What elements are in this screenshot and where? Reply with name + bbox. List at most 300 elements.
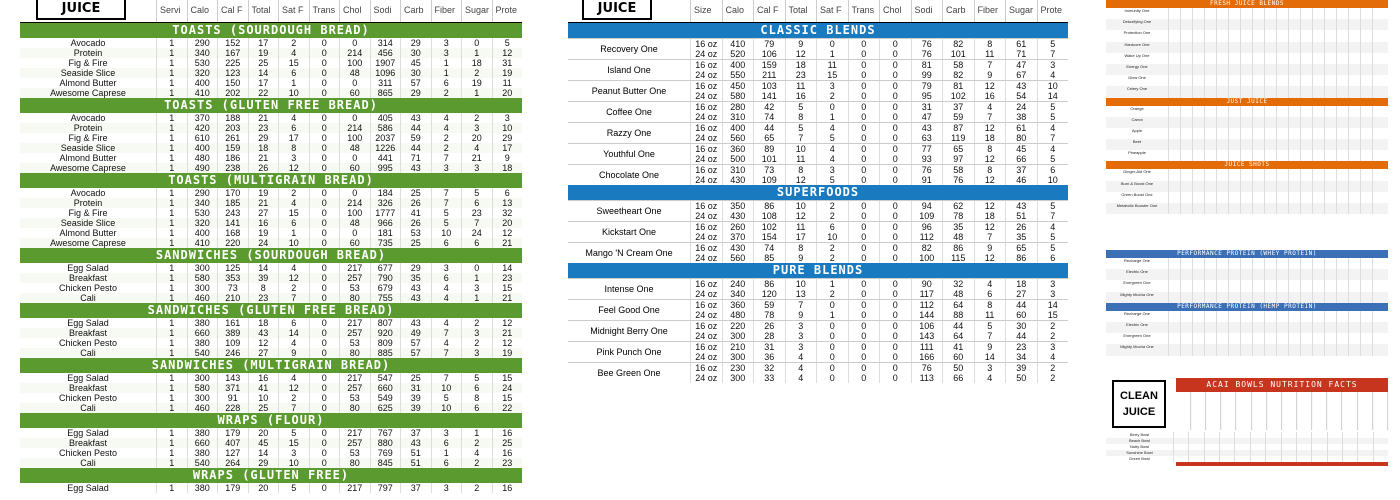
table-row	[690, 253, 1068, 263]
cell-line	[1240, 92, 1252, 98]
cell: 8	[974, 300, 1006, 310]
drink-group	[568, 164, 1068, 185]
item-name: Green Bowl	[1129, 456, 1150, 461]
cell: 11	[785, 81, 817, 91]
item-name: Mighty Mocha One	[1120, 344, 1154, 350]
cell: 67	[1005, 70, 1037, 80]
cell: 5	[1037, 112, 1069, 122]
cell: 1	[156, 328, 187, 338]
cell: 7	[278, 293, 309, 303]
cell: 16 oz	[690, 60, 722, 70]
cell: 120	[753, 289, 785, 299]
item-name: Breakfast	[68, 438, 108, 448]
item-name: Egg Salad	[67, 263, 109, 273]
item-name: Fig & Fire	[68, 58, 108, 68]
cell-line	[1324, 209, 1336, 215]
cell: 1	[156, 88, 187, 98]
cell: 24 oz	[690, 232, 722, 242]
cell: 3	[431, 483, 462, 493]
drink-group	[568, 38, 1068, 59]
cell: 4	[461, 448, 492, 458]
cell: 460	[187, 293, 218, 303]
cell: 3	[461, 348, 492, 358]
cell-line	[1348, 297, 1360, 303]
cell: 0	[848, 243, 880, 253]
cell: 1	[431, 448, 462, 458]
column-header: Carb	[942, 0, 974, 22]
cell: 74	[753, 243, 785, 253]
cell: 6	[431, 458, 462, 468]
drink-rows	[690, 102, 1068, 122]
cell: 0	[848, 49, 880, 59]
cell: 530	[187, 208, 218, 218]
cell: 16	[492, 448, 523, 458]
cell: 0	[339, 38, 370, 48]
table-row	[20, 48, 522, 58]
column-header-line	[1312, 392, 1327, 430]
drink-rows	[690, 300, 1068, 320]
cell: 13	[492, 198, 523, 208]
cell: 3	[785, 321, 817, 331]
cell: 4	[816, 154, 848, 164]
cell: 0	[848, 331, 880, 341]
cell: 16 oz	[690, 39, 722, 49]
item-name: Avocado	[70, 38, 106, 48]
cell: 5	[1037, 243, 1069, 253]
cell: 0	[816, 321, 848, 331]
cell: 16	[492, 428, 523, 438]
cell: 410	[722, 39, 754, 49]
cell: 0	[816, 373, 848, 383]
cell: 3	[461, 283, 492, 293]
cell: 310	[722, 165, 754, 175]
cell: 45	[1005, 144, 1037, 154]
cell: 9	[785, 39, 817, 49]
cell: 23	[492, 458, 523, 468]
cell: 5	[1037, 201, 1069, 211]
cell: 80	[1005, 133, 1037, 143]
cell: 1	[156, 48, 187, 58]
cell: 547	[370, 373, 401, 383]
cell: 159	[217, 143, 248, 153]
cell: 5	[816, 133, 848, 143]
cell: 12	[785, 211, 817, 221]
cell: 580	[722, 91, 754, 101]
cell: 16 oz	[690, 81, 722, 91]
cell: 90	[911, 279, 943, 289]
cell: 43	[400, 163, 431, 173]
drink-group	[568, 122, 1068, 143]
cell: 1	[431, 68, 462, 78]
cell: 60	[339, 88, 370, 98]
cell: 214	[339, 123, 370, 133]
cell: 53	[400, 228, 431, 238]
cell: 10	[431, 383, 462, 393]
table-row	[690, 289, 1068, 299]
cell: 0	[339, 153, 370, 163]
cell: 167	[217, 48, 248, 58]
item-name: Wake Up One	[1124, 52, 1150, 58]
cell: 76	[911, 165, 943, 175]
cell: 60	[942, 352, 974, 362]
cell: 24	[492, 383, 523, 393]
drink-name: Peanut Butter One	[591, 86, 667, 96]
cell: 12	[785, 175, 817, 185]
cell: 340	[187, 198, 218, 208]
cell: 23	[461, 208, 492, 218]
cell: 8	[248, 283, 279, 293]
cell-line	[1204, 350, 1216, 356]
cell: 6	[461, 383, 492, 393]
cell: 202	[217, 88, 248, 98]
drink-name: Razzy One	[606, 128, 652, 138]
cell-line	[1372, 297, 1384, 303]
cell: 1	[156, 38, 187, 48]
cell: 3	[431, 38, 462, 48]
cell: 47	[911, 112, 943, 122]
cell: 214	[339, 198, 370, 208]
cell: 0	[309, 143, 340, 153]
cell-line	[1276, 92, 1288, 98]
drink-rows	[690, 279, 1068, 299]
cell-line	[1348, 209, 1360, 215]
cell: 0	[816, 300, 848, 310]
logo-line-2: JUICE	[1122, 406, 1156, 418]
column-header-line	[1252, 392, 1267, 430]
table-row	[690, 144, 1068, 154]
cell: 311	[370, 78, 401, 88]
cell: 4	[1037, 144, 1069, 154]
cell: 580	[187, 383, 218, 393]
table-row	[690, 165, 1068, 175]
cell: 1	[156, 218, 187, 228]
cell: 4	[278, 373, 309, 383]
cell-line	[1240, 350, 1252, 356]
cell: 16 oz	[690, 300, 722, 310]
cell: 24	[1005, 102, 1037, 112]
cell: 18	[974, 211, 1006, 221]
cell: 76	[911, 39, 943, 49]
cell: 257	[339, 383, 370, 393]
cell: 15	[1037, 310, 1069, 320]
cell: 44	[1005, 300, 1037, 310]
cell: 1	[156, 348, 187, 358]
cell: 82	[942, 70, 974, 80]
table-row	[20, 263, 522, 273]
cell: 34	[1005, 352, 1037, 362]
cell: 0	[309, 483, 340, 493]
table-row	[1106, 350, 1388, 356]
cell: 31	[492, 58, 523, 68]
item-name: Evergreen One	[1123, 280, 1151, 286]
table-row	[690, 70, 1068, 80]
cell: 4	[974, 102, 1006, 112]
cell: 32	[753, 363, 785, 373]
section-title: TOASTS (GLUTEN FREE BREAD)	[20, 98, 522, 113]
cell: 51	[400, 448, 431, 458]
cell: 290	[187, 38, 218, 48]
cell: 9	[278, 348, 309, 358]
cell: 16	[785, 91, 817, 101]
cell: 24 oz	[690, 331, 722, 341]
cell: 19	[248, 188, 279, 198]
cell-line	[1360, 350, 1372, 356]
column-header-line	[1237, 392, 1252, 430]
cell: 20	[248, 428, 279, 438]
cell: 3	[785, 342, 817, 352]
cell: 0	[848, 81, 880, 91]
cell: 586	[370, 123, 401, 133]
cell: 26	[400, 198, 431, 208]
cell: 12	[974, 253, 1006, 263]
cell: 41	[400, 208, 431, 218]
cell: 80	[339, 403, 370, 413]
cell: 18	[492, 163, 523, 173]
cell: 0	[848, 300, 880, 310]
cell: 4	[431, 113, 462, 123]
cell: 300	[187, 263, 218, 273]
cell: 43	[400, 113, 431, 123]
cell: 185	[217, 198, 248, 208]
cell: 43	[400, 293, 431, 303]
cell: 1	[431, 58, 462, 68]
cell: 410	[187, 238, 218, 248]
cell: 24 oz	[690, 352, 722, 362]
cell: 0	[309, 458, 340, 468]
cell: 79	[911, 81, 943, 91]
cell: 0	[309, 88, 340, 98]
cell: 21	[492, 293, 523, 303]
cell: 60	[339, 238, 370, 248]
cell: 2	[816, 253, 848, 263]
cell: 48	[942, 232, 974, 242]
cell-line	[1180, 350, 1192, 356]
section-title: JUST JUICE	[1106, 98, 1388, 106]
cell: 20	[248, 483, 279, 493]
cell: 0	[879, 232, 911, 242]
cell: 9	[785, 310, 817, 320]
cell: 0	[879, 165, 911, 175]
cell: 103	[753, 81, 785, 91]
cell: 9	[974, 70, 1006, 80]
cell: 1	[816, 49, 848, 59]
cell: 0	[309, 328, 340, 338]
drink-group	[568, 278, 1068, 299]
cell: 8	[974, 39, 1006, 49]
table-row	[20, 328, 522, 338]
cell: 5	[1037, 102, 1069, 112]
cell: 350	[722, 201, 754, 211]
item-name: Almond Butter	[59, 153, 117, 163]
drink-name: Midnight Berry One	[590, 326, 668, 336]
cell: 6	[461, 238, 492, 248]
cell: 679	[370, 283, 401, 293]
table-row	[690, 60, 1068, 70]
cell: 15	[492, 373, 523, 383]
cell-line	[1192, 297, 1204, 303]
drink-rows	[690, 363, 1068, 383]
table-body	[20, 23, 522, 493]
cell: 24 oz	[690, 211, 722, 221]
cell: 6	[431, 238, 462, 248]
cell: 3	[461, 163, 492, 173]
cell: 0	[879, 154, 911, 164]
cell-line	[1204, 297, 1216, 303]
cell: 677	[370, 263, 401, 273]
section-title: SANDWICHES (GLUTEN FREE BREAD)	[20, 303, 522, 318]
cell: 2	[461, 68, 492, 78]
cell-line	[1312, 156, 1324, 162]
drink-rows	[690, 342, 1068, 362]
cell: 400	[722, 123, 754, 133]
cell: 4	[785, 363, 817, 373]
cell: 10	[1037, 81, 1069, 91]
cell: 0	[309, 113, 340, 123]
cell: 166	[911, 352, 943, 362]
table-row	[690, 133, 1068, 143]
cell: 0	[816, 352, 848, 362]
spacer	[1106, 92, 1168, 98]
cell: 25	[400, 373, 431, 383]
cell: 7	[431, 348, 462, 358]
cell: 500	[722, 154, 754, 164]
item-name: Chicken Pesto	[58, 393, 118, 403]
cell: 88	[942, 310, 974, 320]
cell: 24 oz	[690, 289, 722, 299]
cell: 225	[217, 58, 248, 68]
section-title: SANDWICHES (MULTIGRAIN BREAD)	[20, 358, 522, 373]
cell: 1	[278, 78, 309, 88]
cell: 16 oz	[690, 243, 722, 253]
cell: 7	[974, 112, 1006, 122]
cell: 0	[848, 321, 880, 331]
table-row	[690, 102, 1068, 112]
cell: 10	[785, 279, 817, 289]
cell: 1	[278, 228, 309, 238]
cell: 0	[848, 123, 880, 133]
drink-name: Feel Good One	[598, 305, 660, 315]
juice-logo: JUICE	[582, 0, 652, 20]
cell: 300	[187, 373, 218, 383]
table-row	[690, 81, 1068, 91]
cell: 12	[492, 228, 523, 238]
cell-line	[1250, 456, 1265, 462]
cell: 117	[911, 289, 943, 299]
drink-rows	[690, 222, 1068, 242]
drink-group	[568, 221, 1068, 242]
cell: 203	[217, 123, 248, 133]
cell: 7	[785, 300, 817, 310]
cell: 24 oz	[690, 70, 722, 80]
cell: 340	[187, 48, 218, 58]
spacer	[1106, 156, 1168, 162]
drink-rows	[690, 201, 1068, 221]
cell: 660	[187, 438, 218, 448]
cell: 14	[492, 263, 523, 273]
cell: 735	[370, 238, 401, 248]
cell: 112	[911, 232, 943, 242]
cell-line	[1360, 209, 1372, 215]
cell-line	[1180, 156, 1192, 162]
cell: 550	[722, 70, 754, 80]
cell: 154	[753, 232, 785, 242]
cell: 300	[722, 373, 754, 383]
cell: 81	[911, 60, 943, 70]
cell-line	[1188, 456, 1203, 462]
cell: 65	[1005, 243, 1037, 253]
cell-line	[1357, 456, 1372, 462]
cell: 12	[492, 338, 523, 348]
cell: 220	[217, 238, 248, 248]
cell: 26	[1005, 222, 1037, 232]
cell: 8	[461, 393, 492, 403]
cell: 300	[722, 331, 754, 341]
cell: 320	[187, 218, 218, 228]
cell: 30	[1005, 321, 1037, 331]
cell: 26	[400, 218, 431, 228]
item-name: Chicken Pesto	[58, 338, 118, 348]
cell-line	[1336, 209, 1348, 215]
cell: 430	[722, 211, 754, 221]
table-row	[20, 483, 522, 493]
table-row	[690, 201, 1068, 211]
cell: 1	[156, 123, 187, 133]
item-name: Orange	[1130, 105, 1144, 111]
cell: 210	[722, 342, 754, 352]
cell: 430	[722, 243, 754, 253]
table-row	[20, 373, 522, 383]
table-row	[690, 123, 1068, 133]
item-name: Awesome Caprese	[50, 238, 126, 248]
table-row	[20, 458, 522, 468]
drink-name: Island One	[607, 65, 651, 75]
cell: 0	[848, 310, 880, 320]
cell: 12	[974, 81, 1006, 91]
cell: 1	[156, 58, 187, 68]
cell: 16 oz	[690, 279, 722, 289]
cell: 1907	[370, 58, 401, 68]
cell: 108	[753, 211, 785, 221]
cell: 16 oz	[690, 201, 722, 211]
cell: 17	[492, 143, 523, 153]
cell: 0	[848, 102, 880, 112]
cell: 1	[461, 428, 492, 438]
item-name: Berry Bowl	[1129, 432, 1150, 437]
cell: 33	[753, 373, 785, 383]
item-name: Burn & Boost One	[1120, 180, 1154, 186]
cell: 326	[370, 198, 401, 208]
cell-line	[1288, 350, 1300, 356]
drink-rows	[690, 144, 1068, 164]
cell: 0	[879, 60, 911, 70]
cell: 5	[431, 393, 462, 403]
item-name: Cali	[80, 348, 96, 358]
section-title: JUICE SHOTS	[1106, 161, 1388, 169]
cell: 1	[156, 273, 187, 283]
cell-line	[1264, 92, 1276, 98]
cell: 2	[816, 201, 848, 211]
table-row	[20, 88, 522, 98]
section-title: TOASTS (MULTIGRAIN BREAD)	[20, 173, 522, 188]
cell: 18	[248, 143, 279, 153]
cell: 370	[187, 113, 218, 123]
cell: 184	[370, 188, 401, 198]
cell: 300	[187, 393, 218, 403]
cell: 0	[848, 279, 880, 289]
cell: 24 oz	[690, 112, 722, 122]
cell: 179	[217, 483, 248, 493]
cell: 21	[248, 153, 279, 163]
